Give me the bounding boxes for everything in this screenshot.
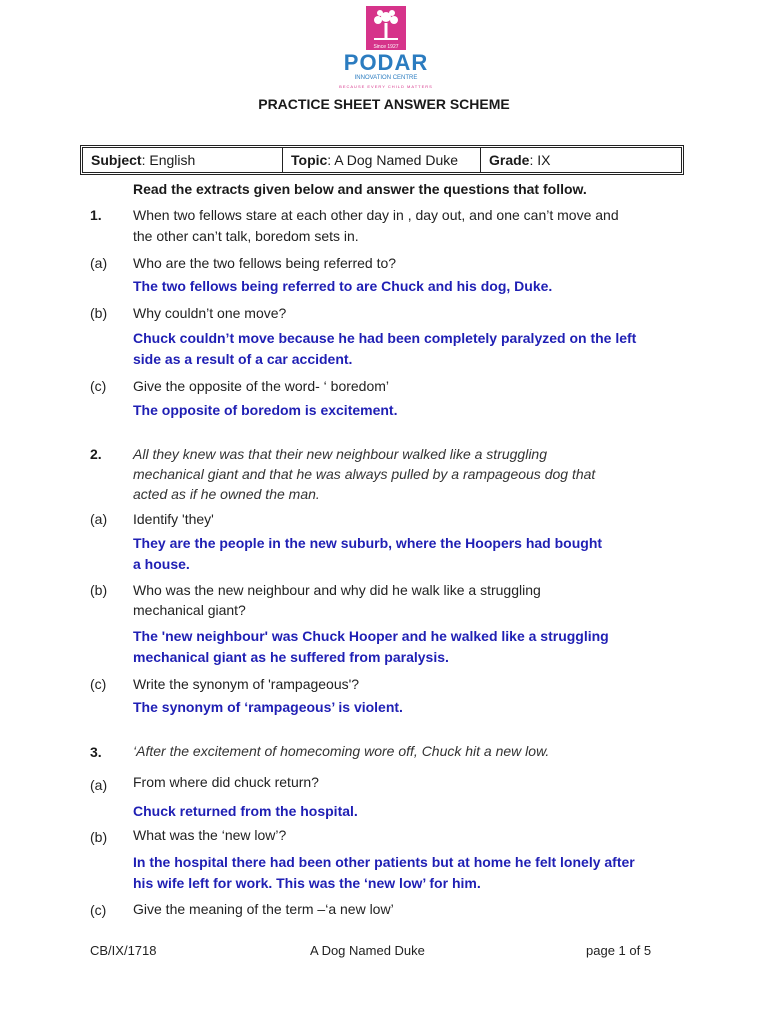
logo-name: PODAR <box>343 50 429 75</box>
answer: The two fellows being referred to are Chuck and his dog, Duke. <box>133 278 553 294</box>
sub-question-label: (c) <box>90 378 107 394</box>
answer: his wife left for work. This was the ‘new low’ for him. <box>133 875 481 891</box>
logo-since: Since 1927 <box>373 44 399 50</box>
page-title: PRACTICE SHEET ANSWER SCHEME <box>258 96 510 112</box>
grade-value: : IX <box>529 152 551 168</box>
instruction: Read the extracts given below and answer the questions that follow. <box>133 181 587 197</box>
footer-code: CB/IX/1718 <box>90 943 157 958</box>
sub-question-label: (a) <box>90 777 108 793</box>
extract-line: acted as if he owned the man. <box>133 486 320 502</box>
sub-question: Give the opposite of the word- ‘ boredom’ <box>133 378 390 394</box>
answer: Chuck returned from the hospital. <box>133 803 358 819</box>
grade-label: Grade <box>489 152 530 168</box>
extract-line: the other can’t talk, boredom sets in. <box>133 228 359 244</box>
sub-question: Who was the new neighbour and why did he walk like a struggling <box>133 582 541 598</box>
topic-value: : A Dog Named Duke <box>327 152 459 168</box>
grade-cell <box>481 148 681 172</box>
subject-value: : English <box>141 152 196 168</box>
footer-topic: A Dog Named Duke <box>310 943 425 958</box>
answer: side as a result of a car accident. <box>133 351 353 367</box>
sub-question-label: (b) <box>90 829 108 845</box>
sub-question: Write the synonym of 'rampageous'? <box>133 676 360 692</box>
sub-question-label: (a) <box>90 511 108 527</box>
answer: mechanical giant as he suffered from paralysis. <box>133 649 449 665</box>
subject-label: Subject <box>91 152 142 168</box>
answer: They are the people in the new suburb, where the Hoopers had bought <box>133 535 603 551</box>
school-logo <box>336 6 436 92</box>
sub-question-label: (a) <box>90 255 108 271</box>
question-number: 3. <box>90 744 102 760</box>
answer: The opposite of boredom is excitement. <box>133 402 398 418</box>
info-table <box>80 145 684 175</box>
sub-question-label: (c) <box>90 676 107 692</box>
answer: Chuck couldn’t move because he had been completely paralyzed on the left <box>133 330 637 346</box>
topic-label: Topic <box>291 152 328 168</box>
answer: The synonym of ‘rampageous’ is violent. <box>133 699 403 715</box>
extract-line: All they knew was that their new neighbour walked like a struggling <box>133 446 548 462</box>
sub-question-label: (b) <box>90 582 108 598</box>
sub-question: Why couldn’t one move? <box>133 305 287 321</box>
answer: The 'new neighbour' was Chuck Hooper and he walked like a struggling <box>133 628 609 644</box>
answer: a house. <box>133 556 190 572</box>
sub-question: mechanical giant? <box>133 602 246 618</box>
footer-page: page 1 of 5 <box>586 943 652 958</box>
sub-question: Identify 'they' <box>133 511 214 527</box>
extract-line: When two fellows stare at each other day in , day out, and one can’t move and <box>133 207 619 223</box>
sub-question: What was the ‘new low’? <box>133 827 287 843</box>
subject-cell <box>83 148 283 172</box>
extract-line: ‘After the excitement of homecoming wore off, Chuck hit a new low. <box>133 743 550 759</box>
logo-subtitle: INNOVATION CENTRE <box>354 75 418 81</box>
sub-question: Who are the two fellows being referred to? <box>133 255 397 271</box>
topic-cell <box>283 148 481 172</box>
question-number: 1. <box>90 207 102 223</box>
question-number: 2. <box>90 446 102 462</box>
sub-question-label: (c) <box>90 902 107 918</box>
logo-tagline: BECAUSE EVERY CHILD MATTERS <box>339 84 433 89</box>
sub-question: Give the meaning of the term –‘a new low’ <box>133 901 394 917</box>
sub-question: From where did chuck return? <box>133 774 319 790</box>
sub-question-label: (b) <box>90 305 108 321</box>
answer: In the hospital there had been other patients but at home he felt lonely after <box>133 854 635 870</box>
extract-line: mechanical giant and that he was always pulled by a rampageous dog that <box>133 466 596 482</box>
